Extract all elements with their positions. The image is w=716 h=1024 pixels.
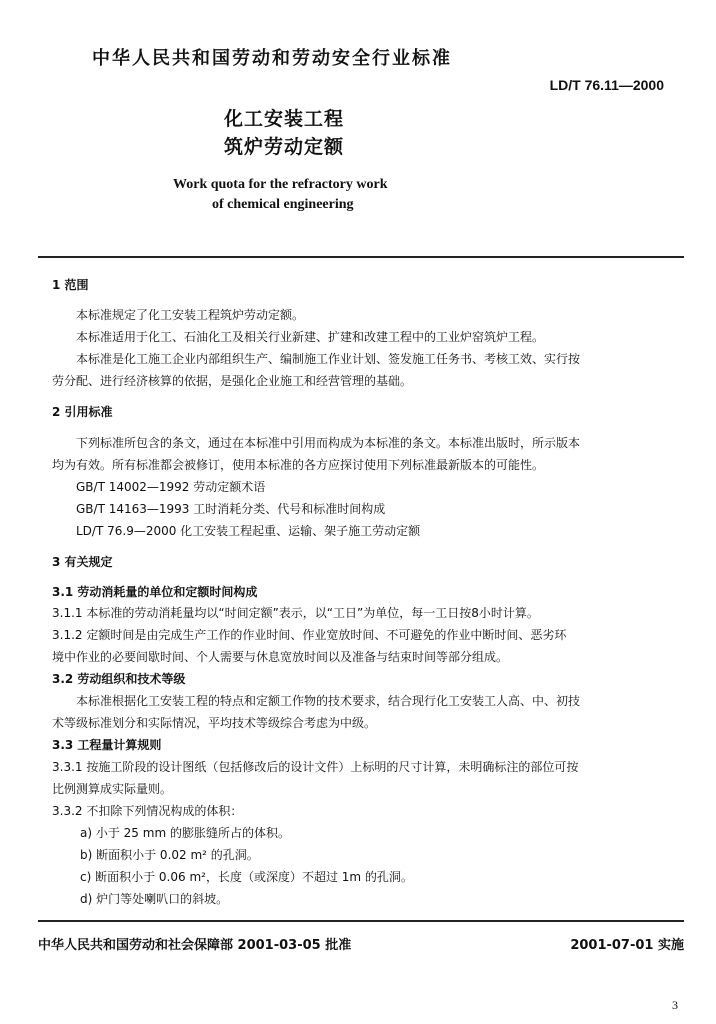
document-title-line2: 筑炉劳动定额 <box>224 136 345 158</box>
clause-3-1-2a: 3.1.2 定额时间是由完成生产工作的作业时间、作业宽放时间、不可避免的作业中断时间、恶劣环 <box>52 628 567 642</box>
section-2-paragraph-b: 均为有效。所有标准都会被修订，使用本标准的各方应探讨使用下列标准最新版本的可能性。 <box>52 458 545 472</box>
clause-3-3-2: 3.3.2 不扣除下列情况构成的体积： <box>52 804 243 818</box>
standard-code: LD/T 76.11—2000 <box>549 77 664 93</box>
clause-3-1-1: 3.1.1 本标准的劳动消耗量均以“时间定额”表示，以“工日”为单位，每一工日按8小时计算。 <box>52 606 539 620</box>
section-1-paragraph-3b: 劳分配、进行经济核算的依据，是强化企业施工和经营管理的基础。 <box>52 374 413 388</box>
list-item-d: d) 炉门等处喇叭口的斜坡。 <box>80 892 229 906</box>
section-1-paragraph-3a: 本标准是化工施工企业内部组织生产、编制施工作业计划、签发施工任务书、考核工效、实行按 <box>76 352 581 366</box>
english-title-line2: of chemical engineering <box>212 197 354 212</box>
top-divider <box>38 256 684 258</box>
section-1-paragraph-2: 本标准适用于化工、石油化工及相关行业新建、扩建和改建工程中的工业炉窑筑炉工程。 <box>76 330 545 344</box>
clause-3-3-1b: 比例测算成实际量则。 <box>52 782 173 796</box>
clause-3-2-b: 术等级标准划分和实际情况，平均技术等级综合考虑为中级。 <box>52 716 377 730</box>
section-1-paragraph-1: 本标准规定了化工安装工程筑炉劳动定额。 <box>76 308 305 322</box>
standard-category-header: 中华人民共和国劳动和劳动安全行业标准 <box>92 48 452 69</box>
effective-date: 2001-07-01 实施 <box>570 938 684 953</box>
section-3-1-heading: 3.1 劳动消耗量的单位和定额时间构成 <box>52 585 258 599</box>
section-2-reference-3: LD/T 76.9—2000 化工安装工程起重、运输、架子施工劳动定额 <box>76 524 421 538</box>
section-2-reference-2: GB/T 14163—1993 工时消耗分类、代号和标准时间构成 <box>76 502 386 516</box>
section-2-heading: 2 引用标准 <box>52 405 113 419</box>
list-item-a: a) 小于 25 mm 的膨胀缝所占的体积。 <box>80 826 290 840</box>
section-3-3-heading: 3.3 工程量计算规则 <box>52 738 162 752</box>
list-item-c: c) 断面积小于 0.06 m²，长度（或深度）不超过 1m 的孔洞。 <box>80 870 413 884</box>
clause-3-2-a: 本标准根据化工安装工程的特点和定额工作物的技术要求，结合现行化工安装工人高、中、初技 <box>76 694 581 708</box>
bottom-divider <box>38 920 684 922</box>
document-title-line1: 化工安装工程 <box>224 108 345 130</box>
section-2-paragraph-a: 下列标准所包含的条文，通过在本标准中引用而构成为本标准的条文。本标准出版时，所示版本 <box>76 436 581 450</box>
section-3-heading: 3 有关规定 <box>52 555 113 569</box>
section-1-heading: 1 范围 <box>52 278 89 292</box>
clause-3-1-2b: 境中作业的必要间歇时间、个人需要与休息宽放时间以及准备与结束时间等部分组成。 <box>52 650 509 664</box>
page-number: 3 <box>672 998 678 1012</box>
clause-3-3-1a: 3.3.1 按施工阶段的设计图纸（包括修改后的设计文件）上标明的尺寸计算，未明确标注的部位可按 <box>52 760 579 774</box>
section-2-reference-1: GB/T 14002—1992 劳动定额术语 <box>76 480 266 494</box>
list-item-b: b) 断面积小于 0.02 m² 的孔洞。 <box>80 848 259 862</box>
english-title-line1: Work quota for the refractory work <box>173 177 388 192</box>
issuer-approval: 中华人民共和国劳动和社会保障部 2001-03-05 批准 <box>38 938 352 953</box>
section-3-2-heading: 3.2 劳动组织和技术等级 <box>52 672 186 686</box>
